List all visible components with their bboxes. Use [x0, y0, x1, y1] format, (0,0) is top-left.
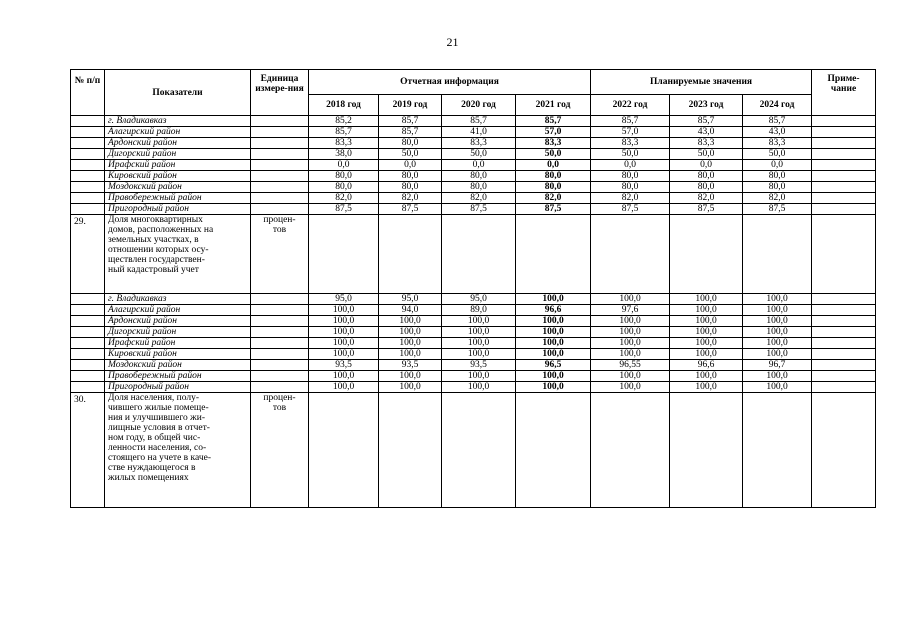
header-unit: Единица измере-ния — [251, 70, 309, 116]
description-line: ществлен государствен- — [108, 255, 205, 265]
notes-cell — [812, 316, 876, 327]
value-cell: 95,0 — [379, 294, 442, 305]
value-cell: 50,0 — [591, 149, 670, 160]
num-cell — [71, 138, 105, 149]
header-year: 2024 год — [743, 95, 812, 116]
value-cell: 94,0 — [379, 305, 442, 316]
unit-cell — [251, 182, 309, 193]
unit-line: процен- — [263, 215, 296, 225]
value-cell: 100,0 — [743, 371, 812, 382]
region-name: Ардонский район — [105, 316, 251, 327]
table-row — [71, 382, 876, 393]
num-cell — [71, 349, 105, 360]
unit-cell — [251, 294, 309, 305]
unit-cell — [251, 204, 309, 215]
value-cell: 80,0 — [379, 138, 442, 149]
value-cell: 100,0 — [379, 316, 442, 327]
unit-line: тов — [272, 403, 287, 413]
table-row — [71, 138, 876, 149]
num-cell — [71, 116, 105, 127]
description-line: чившего жилые помеще- — [108, 403, 209, 413]
region-name: Моздокский район — [105, 360, 251, 371]
num-cell — [71, 327, 105, 338]
notes-cell — [812, 305, 876, 316]
empty-cell — [812, 215, 876, 294]
value-cell: 96,5 — [516, 360, 591, 371]
unit-cell — [251, 149, 309, 160]
region-name: Алагирский район — [105, 305, 251, 316]
notes-cell — [812, 382, 876, 393]
value-cell: 82,0 — [442, 193, 516, 204]
table-row — [71, 127, 876, 138]
value-cell: 85,7 — [379, 116, 442, 127]
header-num: № п/п — [71, 70, 105, 116]
value-cell: 50,0 — [379, 149, 442, 160]
unit-cell — [251, 138, 309, 149]
item-unit — [251, 215, 309, 294]
num-cell — [71, 294, 105, 305]
table-row — [71, 160, 876, 171]
value-cell: 0,0 — [379, 160, 442, 171]
notes-cell — [812, 182, 876, 193]
empty-cell — [379, 393, 442, 508]
unit-cell — [251, 160, 309, 171]
empty-cell — [516, 393, 591, 508]
value-cell: 83,3 — [591, 138, 670, 149]
item-unit — [251, 393, 309, 508]
region-name: Ирафский район — [105, 338, 251, 349]
table-row — [71, 371, 876, 382]
empty-cell — [442, 393, 516, 508]
unit-cell — [251, 371, 309, 382]
value-cell: 87,5 — [379, 204, 442, 215]
value-cell: 100,0 — [516, 382, 591, 393]
unit-cell — [251, 305, 309, 316]
table-row — [71, 116, 876, 127]
notes-cell — [812, 294, 876, 305]
item-description — [105, 215, 251, 294]
description-line: жилых помещениях — [108, 473, 189, 483]
value-cell: 87,5 — [309, 204, 379, 215]
value-cell: 100,0 — [309, 338, 379, 349]
value-cell: 85,7 — [516, 116, 591, 127]
num-cell — [71, 382, 105, 393]
value-cell: 57,0 — [516, 127, 591, 138]
value-cell: 96,6 — [670, 360, 743, 371]
notes-cell — [812, 171, 876, 182]
value-cell: 100,0 — [743, 382, 812, 393]
table-row — [71, 349, 876, 360]
value-cell: 100,0 — [670, 382, 743, 393]
value-cell: 100,0 — [309, 371, 379, 382]
num-cell — [71, 149, 105, 160]
region-name: Алагирский район — [105, 127, 251, 138]
table-row — [71, 182, 876, 193]
description-line: ном году, в общей чис- — [108, 433, 201, 443]
num-cell — [71, 127, 105, 138]
empty-cell — [442, 215, 516, 294]
region-name: Моздокский район — [105, 182, 251, 193]
value-cell: 96,6 — [516, 305, 591, 316]
num-cell — [71, 193, 105, 204]
value-cell: 100,0 — [743, 349, 812, 360]
value-cell: 57,0 — [591, 127, 670, 138]
indicator-row — [71, 215, 876, 294]
table-row — [71, 171, 876, 182]
table-row — [71, 294, 876, 305]
value-cell: 80,0 — [516, 171, 591, 182]
unit-cell — [251, 327, 309, 338]
empty-cell — [743, 393, 812, 508]
description-line: ленности населения, со- — [108, 443, 207, 453]
header-notes: Приме-чание — [812, 70, 876, 116]
value-cell: 95,0 — [442, 294, 516, 305]
value-cell: 80,0 — [591, 171, 670, 182]
unit-cell — [251, 338, 309, 349]
value-cell: 100,0 — [379, 327, 442, 338]
value-cell: 100,0 — [670, 371, 743, 382]
value-cell: 43,0 — [743, 127, 812, 138]
indicator-row — [71, 393, 876, 508]
value-cell: 100,0 — [670, 327, 743, 338]
value-cell: 95,0 — [309, 294, 379, 305]
value-cell: 83,3 — [442, 138, 516, 149]
value-cell: 85,2 — [309, 116, 379, 127]
value-cell: 96,7 — [743, 360, 812, 371]
value-cell: 100,0 — [516, 316, 591, 327]
value-cell: 100,0 — [442, 338, 516, 349]
region-name: Ардонский район — [105, 138, 251, 149]
value-cell: 100,0 — [309, 305, 379, 316]
value-cell: 80,0 — [442, 171, 516, 182]
value-cell: 41,0 — [442, 127, 516, 138]
unit-cell — [251, 116, 309, 127]
value-cell: 82,0 — [516, 193, 591, 204]
value-cell: 82,0 — [379, 193, 442, 204]
value-cell: 100,0 — [591, 382, 670, 393]
region-name: Кировский район — [105, 171, 251, 182]
value-cell: 97,6 — [591, 305, 670, 316]
value-cell: 80,0 — [442, 182, 516, 193]
header-year: 2021 год — [516, 95, 591, 116]
num-cell — [71, 160, 105, 171]
value-cell: 100,0 — [309, 349, 379, 360]
value-cell: 93,5 — [309, 360, 379, 371]
empty-cell — [379, 215, 442, 294]
description-line: земельных участках, в — [108, 235, 199, 245]
value-cell: 0,0 — [309, 160, 379, 171]
table-row — [71, 360, 876, 371]
region-name: г. Владикавказ — [105, 294, 251, 305]
num-cell — [71, 360, 105, 371]
item-number: 29. — [71, 215, 105, 294]
header-year: 2022 год — [591, 95, 670, 116]
unit-cell — [251, 127, 309, 138]
empty-cell — [591, 393, 670, 508]
notes-cell — [812, 371, 876, 382]
notes-cell — [812, 327, 876, 338]
description-line: Доля многоквартирных — [108, 215, 203, 225]
description-line: отношении которых осу- — [108, 245, 209, 255]
region-name: Дигорский район — [105, 327, 251, 338]
num-cell — [71, 371, 105, 382]
num-cell — [71, 204, 105, 215]
value-cell: 100,0 — [442, 327, 516, 338]
value-cell: 100,0 — [670, 294, 743, 305]
value-cell: 0,0 — [516, 160, 591, 171]
notes-cell — [812, 360, 876, 371]
table-row — [71, 338, 876, 349]
value-cell: 83,3 — [309, 138, 379, 149]
notes-cell — [812, 338, 876, 349]
value-cell: 100,0 — [309, 382, 379, 393]
num-cell — [71, 316, 105, 327]
num-cell — [71, 182, 105, 193]
value-cell: 80,0 — [379, 171, 442, 182]
empty-cell — [812, 393, 876, 508]
value-cell: 100,0 — [442, 382, 516, 393]
empty-cell — [670, 215, 743, 294]
table-row — [71, 149, 876, 160]
value-cell: 50,0 — [442, 149, 516, 160]
notes-cell — [812, 193, 876, 204]
value-cell: 100,0 — [516, 371, 591, 382]
value-cell: 100,0 — [379, 371, 442, 382]
header-year: 2023 год — [670, 95, 743, 116]
header-planned: Планируемые значения — [591, 70, 812, 95]
description-line: ный кадастровый учет — [108, 265, 199, 275]
value-cell: 80,0 — [670, 182, 743, 193]
description-line: стве нуждающегося в — [108, 463, 196, 473]
value-cell: 38,0 — [309, 149, 379, 160]
value-cell: 89,0 — [442, 305, 516, 316]
value-cell: 85,7 — [670, 116, 743, 127]
num-cell — [71, 171, 105, 182]
value-cell: 82,0 — [309, 193, 379, 204]
empty-cell — [516, 215, 591, 294]
value-cell: 93,5 — [442, 360, 516, 371]
table-row — [71, 316, 876, 327]
value-cell: 80,0 — [670, 171, 743, 182]
unit-line: процен- — [263, 393, 296, 403]
region-name: г. Владикавказ — [105, 116, 251, 127]
value-cell: 80,0 — [379, 182, 442, 193]
empty-cell — [309, 393, 379, 508]
indicators-table — [70, 69, 876, 508]
unit-line: тов — [272, 225, 287, 235]
table-body — [71, 116, 876, 508]
value-cell: 100,0 — [670, 338, 743, 349]
description-line: Доля населения, полу- — [108, 393, 200, 403]
value-cell: 100,0 — [591, 338, 670, 349]
value-cell: 100,0 — [309, 316, 379, 327]
value-cell: 100,0 — [591, 294, 670, 305]
region-name: Правобережный район — [105, 193, 251, 204]
notes-cell — [812, 160, 876, 171]
value-cell: 85,7 — [591, 116, 670, 127]
table-row — [71, 305, 876, 316]
value-cell: 80,0 — [309, 182, 379, 193]
unit-cell — [251, 360, 309, 371]
value-cell: 87,5 — [591, 204, 670, 215]
region-name: Правобережный район — [105, 371, 251, 382]
table-row — [71, 327, 876, 338]
header-year: 2020 год — [442, 95, 516, 116]
notes-cell — [812, 204, 876, 215]
unit-cell — [251, 316, 309, 327]
value-cell: 80,0 — [309, 171, 379, 182]
unit-cell — [251, 349, 309, 360]
header-reported: Отчетная информация — [309, 70, 591, 95]
value-cell: 100,0 — [591, 349, 670, 360]
notes-cell — [812, 116, 876, 127]
region-name: Ирафский район — [105, 160, 251, 171]
value-cell: 50,0 — [670, 149, 743, 160]
value-cell: 100,0 — [743, 327, 812, 338]
value-cell: 100,0 — [309, 327, 379, 338]
value-cell: 85,7 — [379, 127, 442, 138]
header-indicators: Показатели — [105, 70, 251, 116]
value-cell: 50,0 — [516, 149, 591, 160]
value-cell: 96,55 — [591, 360, 670, 371]
value-cell: 100,0 — [670, 305, 743, 316]
unit-cell — [251, 382, 309, 393]
value-cell: 100,0 — [743, 294, 812, 305]
value-cell: 0,0 — [442, 160, 516, 171]
value-cell: 43,0 — [670, 127, 743, 138]
value-cell: 87,5 — [670, 204, 743, 215]
value-cell: 83,3 — [670, 138, 743, 149]
value-cell: 100,0 — [442, 349, 516, 360]
empty-cell — [591, 215, 670, 294]
table-row — [71, 193, 876, 204]
value-cell: 93,5 — [379, 360, 442, 371]
notes-cell — [812, 127, 876, 138]
unit-cell — [251, 171, 309, 182]
empty-cell — [309, 215, 379, 294]
num-cell — [71, 338, 105, 349]
item-number: 30. — [71, 393, 105, 508]
empty-cell — [670, 393, 743, 508]
value-cell: 83,3 — [516, 138, 591, 149]
value-cell: 0,0 — [743, 160, 812, 171]
description-line: домов, расположенных на — [108, 225, 214, 235]
value-cell: 100,0 — [591, 371, 670, 382]
description-line: лищные условия в отчет- — [108, 423, 210, 433]
unit-cell — [251, 193, 309, 204]
value-cell: 85,7 — [309, 127, 379, 138]
value-cell: 0,0 — [591, 160, 670, 171]
value-cell: 100,0 — [670, 349, 743, 360]
value-cell: 100,0 — [379, 382, 442, 393]
header-year: 2019 год — [379, 95, 442, 116]
value-cell: 100,0 — [442, 371, 516, 382]
value-cell: 85,7 — [442, 116, 516, 127]
notes-cell — [812, 138, 876, 149]
header-year: 2018 год — [309, 95, 379, 116]
value-cell: 100,0 — [591, 316, 670, 327]
value-cell: 100,0 — [516, 294, 591, 305]
region-name: Кировский район — [105, 349, 251, 360]
value-cell: 80,0 — [743, 182, 812, 193]
region-name: Пригородный район — [105, 382, 251, 393]
value-cell: 100,0 — [743, 316, 812, 327]
region-name: Пригородный район — [105, 204, 251, 215]
num-cell — [71, 305, 105, 316]
value-cell: 100,0 — [591, 327, 670, 338]
notes-cell — [812, 349, 876, 360]
description-line: ния и улучшившего жи- — [108, 413, 205, 423]
value-cell: 100,0 — [442, 316, 516, 327]
value-cell: 0,0 — [670, 160, 743, 171]
region-name: Дигорский район — [105, 149, 251, 160]
value-cell: 83,3 — [743, 138, 812, 149]
value-cell: 100,0 — [379, 338, 442, 349]
value-cell: 85,7 — [743, 116, 812, 127]
value-cell: 100,0 — [379, 349, 442, 360]
empty-cell — [743, 215, 812, 294]
value-cell: 100,0 — [516, 327, 591, 338]
value-cell: 87,5 — [516, 204, 591, 215]
value-cell: 87,5 — [442, 204, 516, 215]
table-row — [71, 204, 876, 215]
page-number: 21 — [446, 35, 459, 49]
value-cell: 80,0 — [591, 182, 670, 193]
value-cell: 100,0 — [670, 316, 743, 327]
value-cell: 82,0 — [743, 193, 812, 204]
description-line: стоящего на учете в каче- — [108, 453, 211, 463]
value-cell: 80,0 — [743, 171, 812, 182]
value-cell: 100,0 — [743, 305, 812, 316]
value-cell: 50,0 — [743, 149, 812, 160]
value-cell: 100,0 — [516, 349, 591, 360]
value-cell: 80,0 — [516, 182, 591, 193]
value-cell: 100,0 — [516, 338, 591, 349]
notes-cell — [812, 149, 876, 160]
value-cell: 82,0 — [670, 193, 743, 204]
value-cell: 87,5 — [743, 204, 812, 215]
value-cell: 100,0 — [743, 338, 812, 349]
value-cell: 82,0 — [591, 193, 670, 204]
item-description — [105, 393, 251, 508]
